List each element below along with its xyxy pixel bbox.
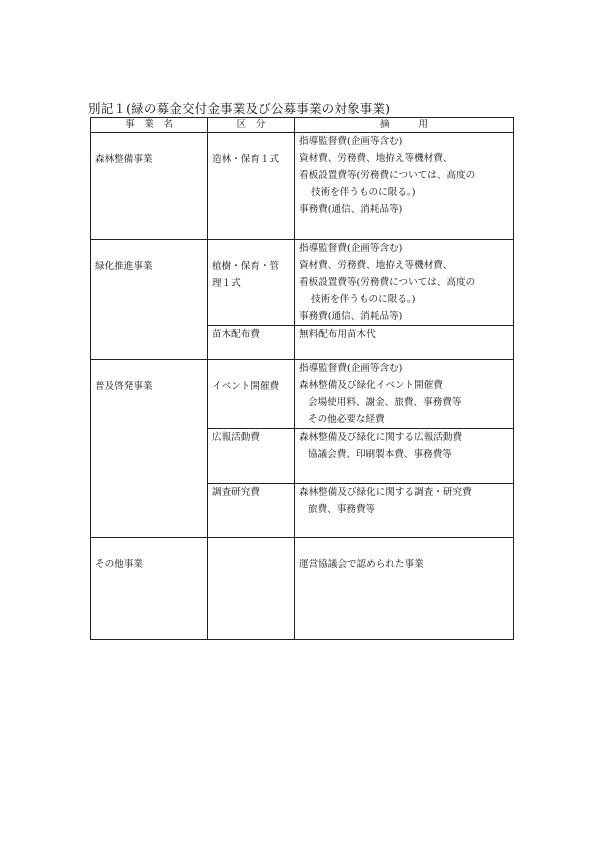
description-cell	[295, 240, 514, 326]
table-row	[91, 240, 514, 326]
description-line: 旅費、事務費等	[308, 504, 376, 515]
description-line: 指導監督費(企画等含む)	[299, 136, 403, 147]
description-cell	[295, 360, 514, 429]
description-cell	[295, 538, 514, 640]
category-line: 植樹・保育・管	[212, 261, 280, 272]
description-line: 会場使用料、謝金、旅費、事務費等	[308, 397, 462, 408]
category-cell	[208, 538, 295, 640]
document-title: 別記１(緑の募金交付金事業及び公募事業の対象事業)	[88, 101, 391, 116]
table-header-row	[91, 118, 514, 133]
description-line: 森林整備及び緑化イベント開催費	[299, 380, 443, 391]
description-line: 協議会費、印刷製本費、事務費等	[308, 449, 452, 460]
category-cell: イベント開催費	[208, 360, 295, 429]
description-line: 運営協議会で認められた事業	[299, 559, 424, 570]
table-row	[91, 538, 514, 640]
description-cell	[295, 326, 514, 360]
description-line: 事務費(通信、消耗品等)	[299, 311, 403, 322]
header-description: 摘 用	[295, 118, 514, 133]
category-cell: 調査研究費	[208, 484, 295, 538]
description-cell	[295, 133, 514, 240]
description-line: 森林整備及び緑化に関する調査・研究費	[299, 487, 472, 498]
header-category: 区 分	[208, 118, 295, 133]
description-cell	[295, 484, 514, 538]
description-line: 指導監督費(企画等含む)	[299, 243, 403, 254]
description-line: 事務費(通信、消耗品等)	[299, 204, 403, 215]
project-cell: 緑化推進事業	[91, 240, 208, 360]
table-row	[91, 360, 514, 429]
description-line: 指導監督費(企画等含む)	[299, 363, 403, 374]
description-line: 技術を伴うものに限る。)	[311, 187, 416, 198]
description-line: 看板設置費等(労務費については、高度の	[299, 277, 476, 288]
project-cell: その他事業	[91, 538, 208, 640]
category-cell: 苗木配布費	[208, 326, 295, 360]
description-line: 資材費、労務費、地拵え等機材費、	[299, 153, 453, 164]
category-cell	[208, 240, 295, 326]
subsidy-target-table	[90, 117, 514, 640]
category-cell: 造林・保育１式	[208, 133, 295, 240]
project-cell: 普及啓発事業	[91, 360, 208, 538]
description-line: その他必要な経費	[308, 414, 385, 425]
table-row	[91, 133, 514, 240]
description-line: 技術を伴うものに限る。)	[311, 294, 416, 305]
description-line: 無料配布用苗木代	[299, 329, 376, 340]
description-line: 森林整備及び緑化に関する広報活動費	[299, 432, 463, 443]
header-project: 事 業 名	[91, 118, 208, 133]
description-line: 資材費、労務費、地拵え等機材費、	[299, 260, 453, 271]
description-line: 看板設置費等(労務費については、高度の	[299, 170, 476, 181]
project-cell: 森林整備事業	[91, 133, 208, 240]
category-line: 理１式	[212, 278, 241, 289]
category-cell: 広報活動費	[208, 429, 295, 484]
description-cell	[295, 429, 514, 484]
